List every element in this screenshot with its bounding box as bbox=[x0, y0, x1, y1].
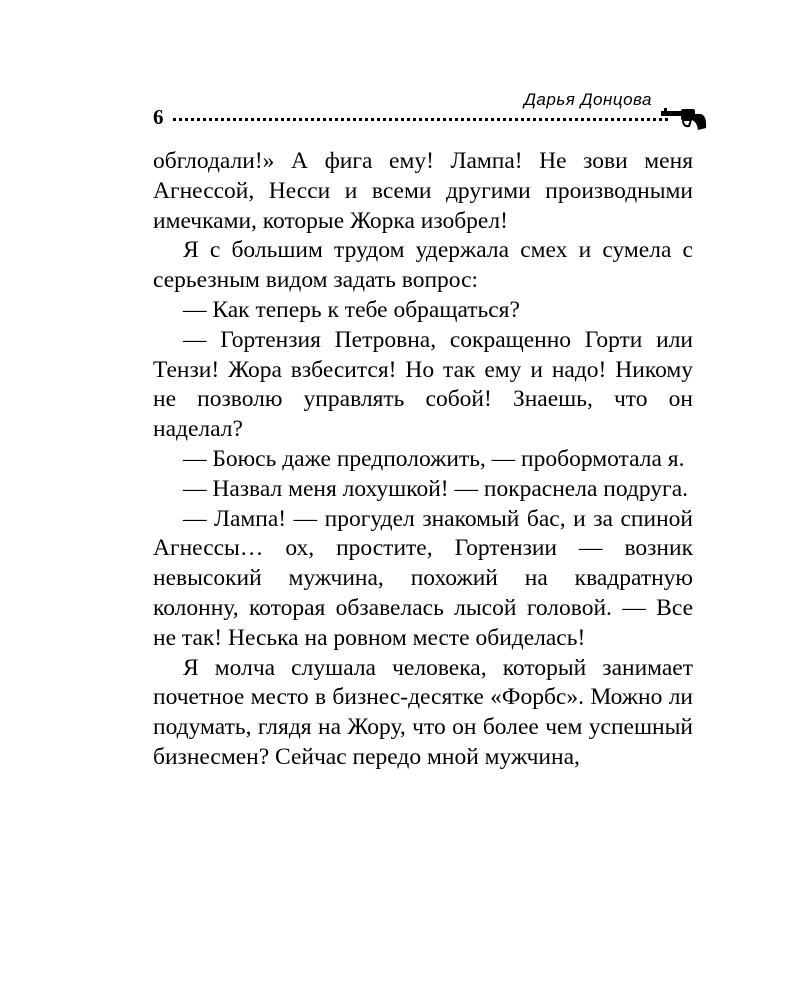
body-text bbox=[153, 147, 693, 773]
paragraph: Я молча слушала человека, который занимает почетное место в бизнес-десятке «Форбс». Можно ли подумать, глядя на Жору, что он более чем успешный бизнесмен? Сейчас передо мной мужчина, bbox=[153, 654, 693, 770]
paragraph: обглодали!» А фига ему! Лампа! Не зови меня Агнессой, Несси и всеми другими производными имечками, которые Жорка изобрел! bbox=[153, 148, 693, 234]
revolver-icon bbox=[661, 108, 707, 132]
running-header-author: Дарья Донцова bbox=[523, 90, 652, 109]
paragraph: — Гортензия Петровна, сокращенно Горти или Тензи! Жора взбесится! Но так ему и надо! Никому не позволю управлять собой! Знаешь, что он наделал? bbox=[153, 326, 693, 443]
paragraph: Я с большим трудом удержала смех и сумела с серьезным видом задать вопрос: bbox=[153, 237, 693, 294]
paragraph: — Назвал меня лохушкой! — покраснела подруга. bbox=[183, 475, 688, 502]
dotted-rule bbox=[173, 118, 668, 121]
paragraph: — Боюсь даже предположить, — пробормотала я. bbox=[183, 445, 685, 472]
paragraph: — Лампа! — прогудел знакомый бас, и за спиной Агнессы… ох, простите, Гортензии — возник невысокий мужчина, похожий на квадратную колонну, которая обзавелась лысой головой. — Все не так! Неська на ровном месте обиделась! bbox=[153, 505, 693, 651]
paragraph: — Как теперь к тебе обращаться? bbox=[183, 296, 520, 323]
running-header bbox=[153, 105, 713, 133]
page-number: 6 bbox=[153, 105, 164, 129]
